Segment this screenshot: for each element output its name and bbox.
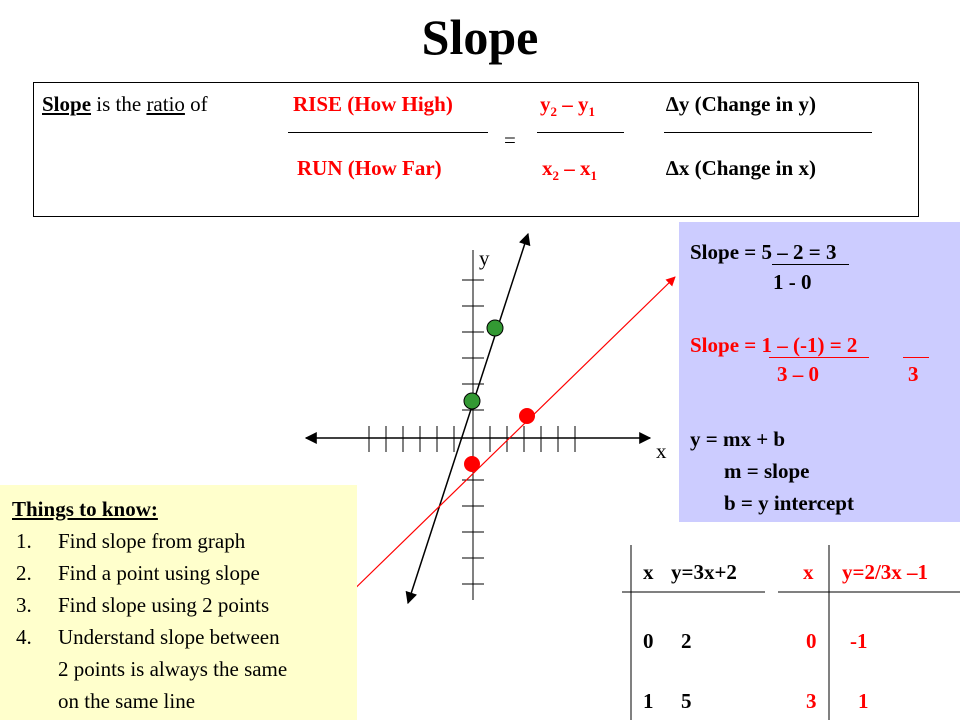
delta-x-label: ∆x (Change in x) bbox=[666, 156, 816, 180]
item-text: Understand slope between bbox=[58, 625, 280, 649]
slope-calc-1-denominator: 1 - 0 bbox=[773, 270, 812, 294]
table1-cell: 5 bbox=[681, 689, 692, 713]
table2-header-x: x bbox=[803, 560, 814, 584]
definition-sentence: Slope is the ratio of bbox=[42, 92, 208, 116]
rise-label: RISE (How High) bbox=[293, 92, 453, 116]
slope-calc-2-result-denominator: 3 bbox=[908, 362, 919, 386]
slope-intercept-form: y = mx + b bbox=[690, 427, 786, 451]
item-text: Find slope using 2 points bbox=[58, 593, 270, 617]
x-difference-label: $x_2 - x_1$ bbox=[542, 156, 597, 184]
item-text-continued: 2 points is always the same bbox=[58, 657, 288, 681]
table1-cell: 0 bbox=[643, 629, 654, 653]
y-difference-label: $y_2 - y_1$ bbox=[540, 92, 595, 120]
table1-header-x: x bbox=[643, 560, 654, 584]
page-title: Slope bbox=[421, 9, 539, 65]
y-axis-label: y bbox=[479, 246, 490, 270]
delta-y-label: ∆y (Change in y) bbox=[666, 92, 816, 116]
table1-cell: 1 bbox=[643, 689, 654, 713]
slope-calc-2: Slope = 1 – (-1) = 2 bbox=[690, 333, 858, 357]
table2-cell: 3 bbox=[806, 689, 817, 713]
slope-calc-1: Slope = 5 – 2 = 3 bbox=[690, 240, 837, 264]
b-definition: b = y intercept bbox=[724, 491, 854, 515]
table2-header-y: y=2/3x –1 bbox=[842, 560, 929, 584]
table2-cell: 0 bbox=[806, 629, 817, 653]
m-definition: m = slope bbox=[724, 459, 810, 483]
item-text: Find slope from graph bbox=[58, 529, 246, 553]
table1-cell: 2 bbox=[681, 629, 692, 653]
item-number: 2. bbox=[16, 561, 32, 585]
table2-cell: -1 bbox=[850, 629, 868, 653]
item-text: Find a point using slope bbox=[58, 561, 260, 585]
item-text-continued: on the same line bbox=[58, 689, 196, 713]
table1-header-y: y=3x+2 bbox=[671, 560, 737, 584]
item-number: 4. bbox=[16, 625, 32, 649]
things-to-know-heading: Things to know: bbox=[12, 497, 158, 521]
run-label: RUN (How Far) bbox=[297, 156, 442, 180]
table2-cell: 1 bbox=[858, 689, 869, 713]
item-number: 1. bbox=[16, 529, 32, 553]
x-axis-label: x bbox=[656, 439, 667, 463]
item-number: 3. bbox=[16, 593, 32, 617]
equals-sign: = bbox=[504, 128, 516, 152]
slope-calc-2-denominator: 3 – 0 bbox=[777, 362, 819, 386]
